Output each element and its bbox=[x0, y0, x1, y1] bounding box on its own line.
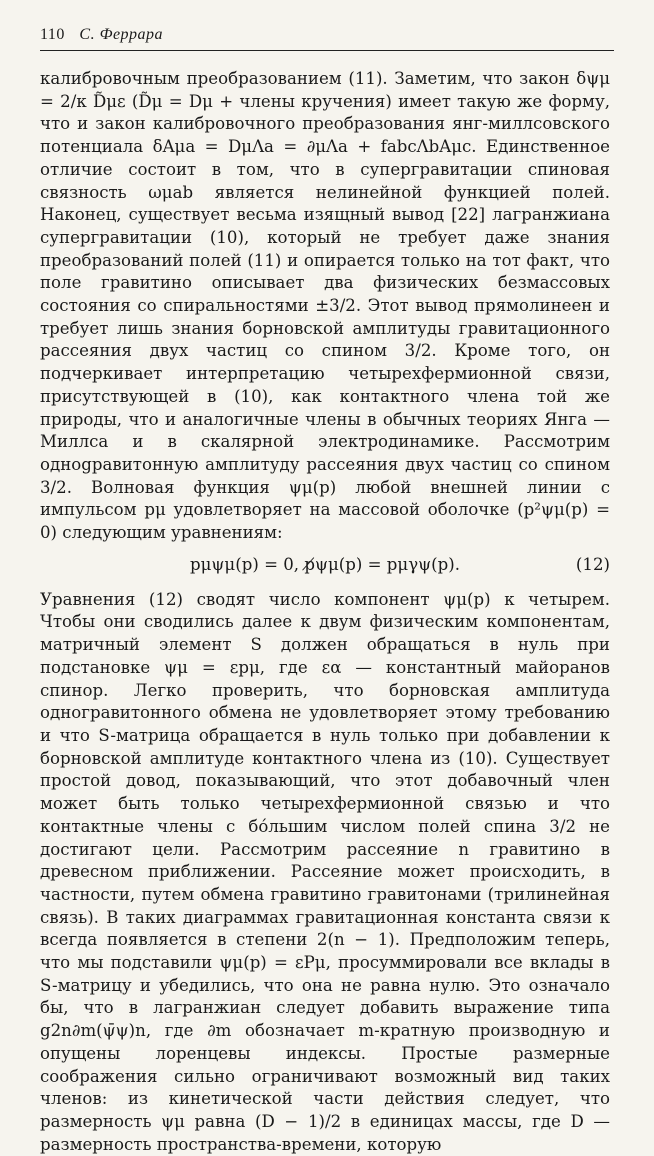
equation-number: (12) bbox=[575, 554, 610, 574]
header-rule bbox=[40, 50, 614, 51]
paragraph: Уравнения (12) сводят число компонент ψμ(p) к четырем. Чтобы они сводились далее к двум физическим компонентам, матричный элемент S должен обращаться в нуль при подстановке ψμ = εpμ, где εα — константный майоранов спинор. Легко проверить, что борновская амплитуда одногравитонного обмена не удовлетворяет этому требованию и что S-матрица обращается в нуль только при добавлении к борновской амплитуде контактного члена из (10). Существует простой довод, показывающий, что этот добавочный член может быть только четырехфермионной связью и что контактные члены с бо́льшим числом полей спина 3/2 не достигают цели. Рассмотрим рассеяние n гравитино в древесном приближении. Рассеяние может происходить, в частности, путем обмена гравитино гравитонами (трилинейная связь). В таких диаграммах гравитационная константа связи κ всегда появляется в степени 2(n − 1). Предположим теперь, что мы подставили ψμ(p) = εPμ, просуммировали все вклады в S-матрицу и убедились, что она не равна нулю. Это означало бы, что в лагранжиан следует добавить выражение типа g2n∂m(ψ̄ψ)n, где ∂m обозначает m-кратную производную и опущены лоренцевы индексы. Простые размерные соображения сильно ограничивают возможный вид таких членов: из кинетической части действия следует, что размерность ψμ равна (D − 1)/2 в единицах массы, где D — размерность пространства-времени, которую bbox=[40, 589, 610, 1154]
running-header bbox=[40, 26, 614, 44]
equation-12 bbox=[40, 553, 610, 577]
equation-formula: pμψμ(p) = 0, p̸ψμ(p) = pμγψ(p). bbox=[190, 554, 460, 574]
page-number: 110 bbox=[40, 26, 65, 43]
paragraph: калибровочным преобразованием (11). Заметим, что закон δψμ = 2/κ D̃με (D̃μ = Dμ + члены кручения) имеет такую же форму, что и закон калибровочного преобразования янг-миллсовского потенциала δAμa = DμΛa = ∂μΛa + fabcΛbAμc. Единственное отличие состоит в том, что в супергравитации спиновая связность ωμab является нелинейной функцией полей. Наконец, существует весьма изящный вывод [22] лагранжиана супергравитации (10), который не требует даже знания преобразований полей (11) и опирается только на тот факт, что поле гравитино описывает два физических безмассовых состояния со спиральностями ±3/2. Этот вывод прямолинеен и требует лишь знания борновской амплитуды гравитационного рассеяния двух частиц со спином 3/2. Кроме того, он подчеркивает интерпретацию четырехфермионной связи, присутствующей в (10), как контактного члена той же природы, что и аналогичные члены в обычных теориях Янга — Миллса и в скалярной электродинамике. Рассмотрим однogравитонную амплитуду рассеяния двух частиц со спином 3/2. Волновая функция ψμ(p) любой внешней линии с импульсом pμ удовлетворяет на массовой оболочке (p²ψμ(p) = 0) следующим уравнениям: bbox=[40, 69, 610, 543]
running-head: С. Феррара bbox=[79, 26, 164, 43]
text-body bbox=[40, 68, 610, 1156]
